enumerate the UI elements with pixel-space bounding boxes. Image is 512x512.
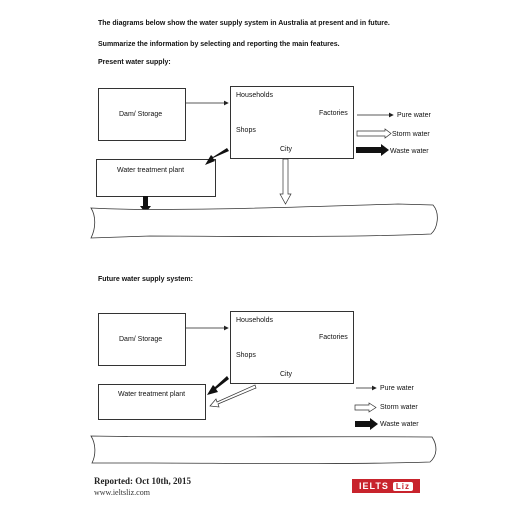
future-waste-water-arrow: [207, 376, 229, 395]
legend1-pure-label: Pure water: [397, 112, 431, 119]
present-shops-label: Shops: [236, 127, 256, 134]
future-title: Future water supply system:: [98, 276, 193, 283]
logo-liz-text: Liz: [393, 482, 413, 491]
logo-main-text: IELTS: [359, 481, 389, 491]
legend1-storm-arrow: [357, 129, 391, 138]
legend1-waste-label: Waste water: [390, 148, 429, 155]
present-households-label: Households: [236, 92, 273, 99]
legend1-waste-arrow: [356, 144, 389, 156]
legend1-storm-label: Storm water: [392, 131, 430, 138]
present-title: Present water supply:: [98, 59, 171, 66]
present-factories-label: Factories: [319, 110, 348, 117]
reported-date: Reported: Oct 10th, 2015: [94, 476, 191, 486]
future-factories-label: Factories: [319, 334, 348, 341]
legend2-storm-arrow: [355, 403, 376, 412]
future-city-label: City: [280, 371, 293, 378]
future-river-shape: [91, 436, 436, 464]
legend2-waste-label: Waste water: [380, 421, 419, 428]
legend2-storm-label: Storm water: [380, 404, 418, 411]
future-dam-label: Dam/ Storage: [119, 336, 163, 343]
instructions-line-2: Summarize the information by selecting and reporting the main features.: [98, 41, 340, 48]
instructions-line-1: The diagrams below show the water supply system in Australia at present and in future.: [98, 20, 390, 27]
present-waste-water-arrow: [205, 148, 229, 165]
future-shops-label: Shops: [236, 352, 256, 359]
present-treatment-label: Water treatment plant: [117, 167, 185, 174]
legend2-pure-label: Pure water: [380, 385, 414, 392]
present-river-shape: [91, 204, 437, 238]
future-treatment-label: Water treatment plant: [118, 391, 186, 398]
website-link[interactable]: www.ieltsliz.com: [94, 488, 150, 497]
legend2-waste-arrow: [355, 418, 378, 430]
present-dam-label: Dam/ Storage: [119, 111, 163, 118]
present-city-label: City: [280, 146, 293, 153]
ielts-liz-logo: [352, 479, 420, 493]
future-households-label: Households: [236, 317, 273, 324]
present-storm-water-arrow: [280, 159, 291, 204]
